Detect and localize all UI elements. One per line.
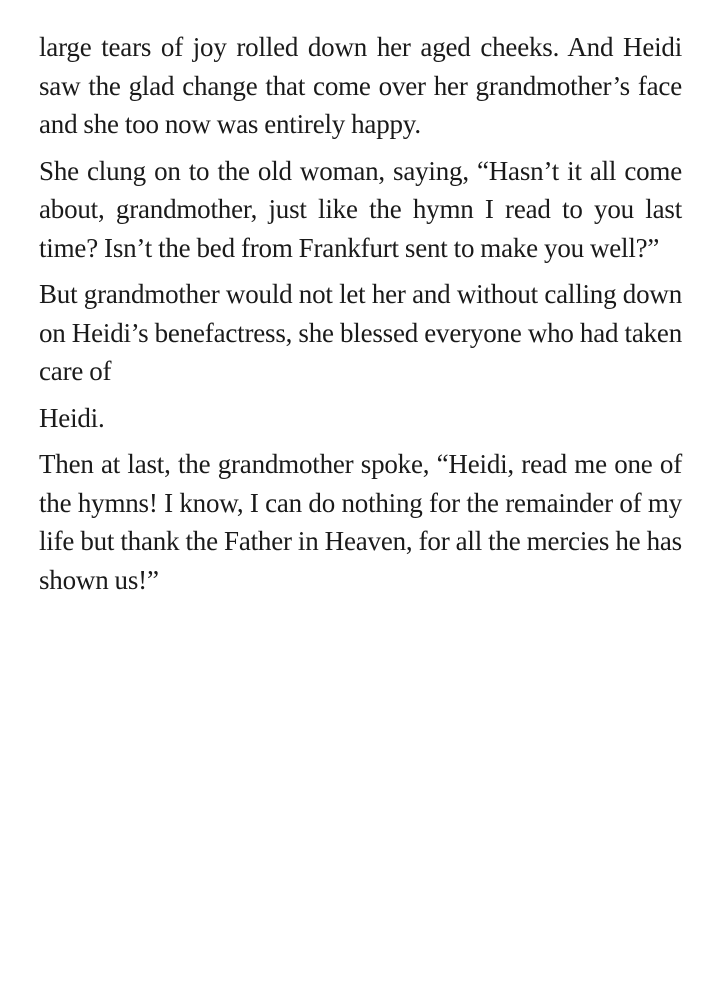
page-text (39, 28, 682, 607)
paragraph-2: She clung on to the old woman, saying, “Hasn’t it all come about, grandmother, just like the hymn I read to you last time? Isn’t the bed from Frankfurt sent to make you well?” (39, 155, 682, 263)
paragraph-3: But grandmother would not let her and without calling down on Heidi’s benefactress, she blessed everyone who had taken care of (39, 279, 682, 386)
paragraph-1: large tears of joy rolled down her aged cheeks. And Heidi saw the glad change that come over her grandmother’s face and she too now was entirely happy. (39, 32, 682, 139)
paragraph-5: Then at last, the grandmother spoke, “Heidi, read me one of the hymns! I know, I can do nothing for the remainder of my life but thank the Father in Heaven, for all the mercies he has shown us!” (39, 449, 682, 595)
paragraph-4: Heidi. (39, 402, 105, 433)
